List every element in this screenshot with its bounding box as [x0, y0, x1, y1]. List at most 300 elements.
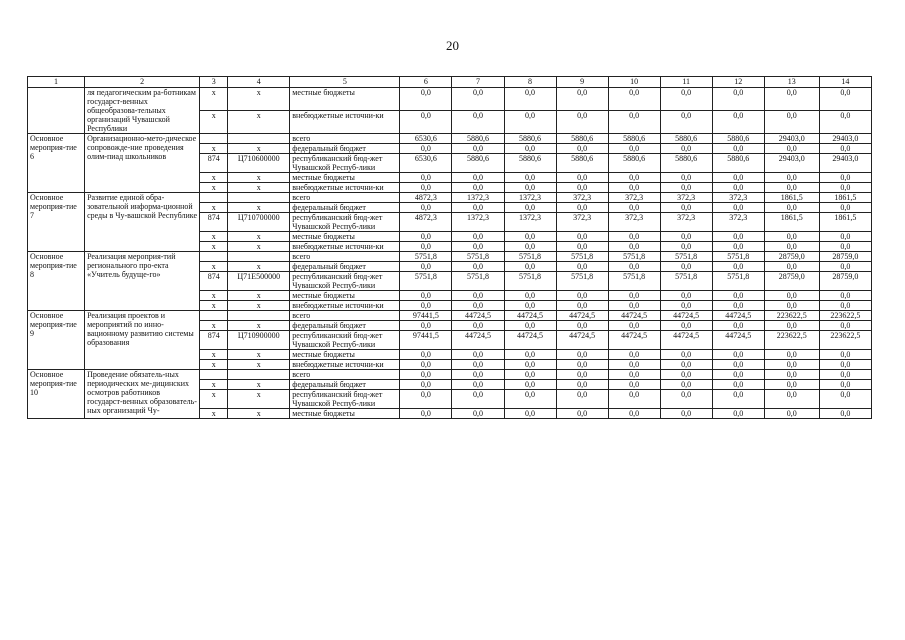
amount-cell: 0,0	[819, 301, 871, 311]
amount-cell: 0,0	[504, 370, 556, 380]
funding-source-cell: всего	[290, 252, 400, 262]
amount-cell: 29403,0	[819, 154, 871, 173]
amount-cell: 372,3	[712, 193, 764, 203]
description-cell: Развитие единой обра-зовательной информа-ционной среды в Чу-вашской Республике	[85, 193, 200, 252]
amount-cell: 0,0	[400, 144, 452, 154]
target-code-cell: х	[228, 183, 290, 193]
target-code-cell	[228, 311, 290, 321]
amount-cell: 0,0	[556, 380, 608, 390]
amount-cell: 0,0	[764, 111, 819, 134]
grbs-cell: х	[200, 301, 228, 311]
amount-cell: 0,0	[504, 380, 556, 390]
amount-cell: 0,0	[556, 301, 608, 311]
amount-cell: 372,3	[556, 213, 608, 232]
amount-cell: 0,0	[400, 173, 452, 183]
grbs-cell: х	[200, 380, 228, 390]
amount-cell: 0,0	[556, 111, 608, 134]
funding-source-cell: местные бюджеты	[290, 350, 400, 360]
amount-cell: 0,0	[819, 144, 871, 154]
grbs-cell: 874	[200, 213, 228, 232]
amount-cell: 5880,6	[712, 154, 764, 173]
amount-cell: 0,0	[819, 291, 871, 301]
amount-cell: 5751,8	[400, 272, 452, 291]
amount-cell: 5880,6	[608, 154, 660, 173]
description-cell: ля педагогическим ра-ботникам государст-венных общеобразова-тельных организаций Чувашской Республики	[85, 88, 200, 134]
amount-cell: 0,0	[556, 88, 608, 111]
amount-cell: 0,0	[400, 203, 452, 213]
amount-cell: 0,0	[660, 370, 712, 380]
funding-source-cell: местные бюджеты	[290, 409, 400, 419]
amount-cell: 5751,8	[608, 272, 660, 291]
column-number: 8	[504, 77, 556, 88]
amount-cell: 0,0	[452, 321, 504, 331]
amount-cell: 0,0	[712, 350, 764, 360]
amount-cell: 0,0	[400, 380, 452, 390]
amount-cell: 5751,8	[400, 252, 452, 262]
amount-cell: 5751,8	[556, 272, 608, 291]
amount-cell: 1372,3	[504, 193, 556, 203]
amount-cell: 0,0	[452, 390, 504, 409]
column-number: 6	[400, 77, 452, 88]
amount-cell: 0,0	[660, 144, 712, 154]
amount-cell: 0,0	[764, 409, 819, 419]
amount-cell: 0,0	[608, 301, 660, 311]
amount-cell: 0,0	[556, 360, 608, 370]
amount-cell: 0,0	[504, 390, 556, 409]
amount-cell: 0,0	[764, 144, 819, 154]
target-code-cell: х	[228, 111, 290, 134]
amount-cell: 0,0	[608, 173, 660, 183]
amount-cell: 0,0	[764, 173, 819, 183]
funding-source-cell: всего	[290, 193, 400, 203]
amount-cell: 29403,0	[764, 154, 819, 173]
target-code-cell: х	[228, 390, 290, 409]
amount-cell: 5880,6	[504, 154, 556, 173]
column-number: 10	[608, 77, 660, 88]
column-number: 5	[290, 77, 400, 88]
funding-source-cell: федеральный бюджет	[290, 321, 400, 331]
amount-cell: 0,0	[764, 390, 819, 409]
amount-cell: 44724,5	[504, 311, 556, 321]
amount-cell: 1861,5	[764, 193, 819, 203]
amount-cell: 4872,3	[400, 193, 452, 203]
page-number: 20	[446, 38, 459, 53]
amount-cell: 44724,5	[556, 311, 608, 321]
amount-cell: 5751,8	[556, 252, 608, 262]
amount-cell: 0,0	[452, 370, 504, 380]
amount-cell: 5751,8	[608, 252, 660, 262]
amount-cell: 5751,8	[452, 252, 504, 262]
amount-cell: 5751,8	[712, 272, 764, 291]
amount-cell: 44724,5	[608, 331, 660, 350]
amount-cell: 0,0	[504, 301, 556, 311]
amount-cell: 0,0	[819, 88, 871, 111]
amount-cell: 5880,6	[556, 134, 608, 144]
amount-cell: 0,0	[608, 360, 660, 370]
amount-cell: 0,0	[764, 88, 819, 111]
amount-cell: 0,0	[819, 111, 871, 134]
amount-cell: 0,0	[504, 321, 556, 331]
funding-source-cell: республиканский бюд-жет Чувашской Респуб-лики	[290, 213, 400, 232]
amount-cell: 0,0	[819, 173, 871, 183]
amount-cell: 0,0	[712, 111, 764, 134]
amount-cell: 0,0	[660, 409, 712, 419]
funding-source-cell: федеральный бюджет	[290, 144, 400, 154]
amount-cell: 0,0	[608, 111, 660, 134]
amount-cell: 0,0	[608, 88, 660, 111]
amount-cell: 0,0	[712, 321, 764, 331]
amount-cell: 0,0	[764, 242, 819, 252]
amount-cell: 5880,6	[452, 134, 504, 144]
amount-cell: 0,0	[452, 203, 504, 213]
target-code-cell: х	[228, 262, 290, 272]
column-number: 9	[556, 77, 608, 88]
amount-cell: 0,0	[819, 360, 871, 370]
grbs-cell: х	[200, 262, 228, 272]
amount-cell: 4872,3	[400, 213, 452, 232]
grbs-cell	[200, 311, 228, 321]
amount-cell: 0,0	[660, 173, 712, 183]
amount-cell: 44724,5	[660, 331, 712, 350]
amount-cell: 28759,0	[764, 252, 819, 262]
grbs-cell	[200, 370, 228, 380]
amount-cell: 0,0	[660, 262, 712, 272]
amount-cell: 0,0	[400, 88, 452, 111]
grbs-cell: х	[200, 203, 228, 213]
column-number: 3	[200, 77, 228, 88]
description-cell: Реализация проектов и мероприятий по инно-вационному развитию системы образования	[85, 311, 200, 370]
amount-cell: 0,0	[400, 390, 452, 409]
target-code-cell: х	[228, 350, 290, 360]
amount-cell: 0,0	[712, 390, 764, 409]
amount-cell: 0,0	[608, 380, 660, 390]
budget-table	[27, 76, 872, 419]
amount-cell: 0,0	[608, 390, 660, 409]
amount-cell: 5880,6	[504, 134, 556, 144]
target-code-cell: х	[228, 232, 290, 242]
amount-cell: 372,3	[712, 213, 764, 232]
amount-cell: 1372,3	[504, 213, 556, 232]
amount-cell: 6530,6	[400, 134, 452, 144]
amount-cell: 0,0	[712, 360, 764, 370]
amount-cell: 29403,0	[764, 134, 819, 144]
amount-cell: 1372,3	[452, 193, 504, 203]
amount-cell: 0,0	[712, 232, 764, 242]
amount-cell: 0,0	[400, 232, 452, 242]
grbs-cell: х	[200, 88, 228, 111]
amount-cell: 0,0	[452, 242, 504, 252]
amount-cell: 44724,5	[608, 311, 660, 321]
funding-source-cell: внебюджетные источни-ки	[290, 360, 400, 370]
amount-cell: 0,0	[504, 144, 556, 154]
amount-cell: 0,0	[819, 350, 871, 360]
amount-cell: 0,0	[608, 291, 660, 301]
event-cell: Основное мероприя-тие 8	[28, 252, 85, 311]
amount-cell: 0,0	[452, 291, 504, 301]
amount-cell: 5880,6	[452, 154, 504, 173]
grbs-cell: 874	[200, 154, 228, 173]
amount-cell: 372,3	[556, 193, 608, 203]
amount-cell: 0,0	[712, 173, 764, 183]
funding-source-cell: республиканский бюд-жет Чувашской Респуб-лики	[290, 331, 400, 350]
amount-cell: 5880,6	[712, 134, 764, 144]
target-code-cell: Ц710700000	[228, 213, 290, 232]
amount-cell: 6530,6	[400, 154, 452, 173]
amount-cell: 5751,8	[660, 252, 712, 262]
column-number: 11	[660, 77, 712, 88]
funding-source-cell: местные бюджеты	[290, 88, 400, 111]
target-code-cell: х	[228, 88, 290, 111]
amount-cell: 0,0	[556, 291, 608, 301]
column-number: 14	[819, 77, 871, 88]
amount-cell: 0,0	[764, 183, 819, 193]
funding-source-cell: внебюджетные источни-ки	[290, 111, 400, 134]
amount-cell: 0,0	[556, 390, 608, 409]
grbs-cell: х	[200, 321, 228, 331]
amount-cell: 372,3	[660, 213, 712, 232]
amount-cell: 0,0	[504, 360, 556, 370]
amount-cell: 44724,5	[556, 331, 608, 350]
amount-cell: 0,0	[452, 173, 504, 183]
amount-cell: 0,0	[400, 262, 452, 272]
amount-cell: 0,0	[712, 291, 764, 301]
table-body	[28, 77, 872, 419]
amount-cell: 44724,5	[712, 311, 764, 321]
amount-cell: 0,0	[819, 390, 871, 409]
amount-cell: 223622,5	[764, 331, 819, 350]
amount-cell: 0,0	[608, 242, 660, 252]
table-row	[28, 193, 872, 203]
amount-cell: 0,0	[556, 321, 608, 331]
column-number-row	[28, 77, 872, 88]
amount-cell: 44724,5	[712, 331, 764, 350]
amount-cell: 0,0	[764, 232, 819, 242]
grbs-cell: х	[200, 183, 228, 193]
grbs-cell: х	[200, 173, 228, 183]
amount-cell: 0,0	[452, 183, 504, 193]
amount-cell: 29403,0	[819, 134, 871, 144]
amount-cell: 44724,5	[660, 311, 712, 321]
grbs-cell	[200, 252, 228, 262]
amount-cell: 0,0	[556, 409, 608, 419]
amount-cell: 0,0	[819, 203, 871, 213]
amount-cell: 0,0	[660, 291, 712, 301]
amount-cell: 223622,5	[819, 311, 871, 321]
target-code-cell	[228, 252, 290, 262]
amount-cell: 0,0	[660, 232, 712, 242]
amount-cell: 372,3	[608, 193, 660, 203]
amount-cell: 0,0	[608, 183, 660, 193]
amount-cell: 0,0	[660, 88, 712, 111]
amount-cell: 0,0	[712, 144, 764, 154]
amount-cell: 1861,5	[764, 213, 819, 232]
amount-cell: 0,0	[819, 380, 871, 390]
amount-cell: 0,0	[452, 301, 504, 311]
target-code-cell: х	[228, 144, 290, 154]
amount-cell: 0,0	[819, 370, 871, 380]
amount-cell: 0,0	[660, 350, 712, 360]
amount-cell: 0,0	[819, 232, 871, 242]
amount-cell: 44724,5	[452, 331, 504, 350]
amount-cell: 0,0	[660, 321, 712, 331]
amount-cell: 223622,5	[764, 311, 819, 321]
amount-cell: 0,0	[400, 242, 452, 252]
amount-cell: 0,0	[556, 370, 608, 380]
amount-cell: 0,0	[504, 88, 556, 111]
amount-cell: 0,0	[452, 111, 504, 134]
target-code-cell: х	[228, 173, 290, 183]
funding-source-cell: республиканский бюд-жет Чувашской Респуб-лики	[290, 390, 400, 409]
amount-cell: 0,0	[452, 409, 504, 419]
amount-cell: 0,0	[819, 409, 871, 419]
amount-cell: 223622,5	[819, 331, 871, 350]
amount-cell: 0,0	[504, 291, 556, 301]
target-code-cell: х	[228, 409, 290, 419]
amount-cell: 0,0	[712, 242, 764, 252]
amount-cell: 0,0	[400, 183, 452, 193]
event-cell: Основное мероприя-тие 9	[28, 311, 85, 370]
target-code-cell: х	[228, 242, 290, 252]
grbs-cell: х	[200, 291, 228, 301]
amount-cell: 0,0	[556, 262, 608, 272]
grbs-cell: 874	[200, 272, 228, 291]
amount-cell: 28759,0	[764, 272, 819, 291]
amount-cell: 0,0	[819, 262, 871, 272]
amount-cell: 0,0	[764, 291, 819, 301]
amount-cell: 0,0	[400, 111, 452, 134]
amount-cell: 0,0	[819, 183, 871, 193]
event-cell: Основное мероприя-тие 10	[28, 370, 85, 419]
amount-cell: 0,0	[660, 360, 712, 370]
amount-cell: 44724,5	[452, 311, 504, 321]
amount-cell: 0,0	[712, 380, 764, 390]
table-row	[28, 134, 872, 144]
funding-source-cell: местные бюджеты	[290, 173, 400, 183]
amount-cell: 0,0	[400, 370, 452, 380]
amount-cell: 0,0	[400, 360, 452, 370]
amount-cell: 0,0	[400, 321, 452, 331]
amount-cell: 28759,0	[819, 272, 871, 291]
grbs-cell: х	[200, 242, 228, 252]
amount-cell: 0,0	[452, 262, 504, 272]
amount-cell: 0,0	[608, 409, 660, 419]
amount-cell: 0,0	[660, 301, 712, 311]
amount-cell: 0,0	[504, 232, 556, 242]
amount-cell: 0,0	[819, 242, 871, 252]
funding-source-cell: внебюджетные источни-ки	[290, 242, 400, 252]
event-cell	[28, 88, 85, 134]
table-row	[28, 370, 872, 380]
amount-cell: 0,0	[712, 262, 764, 272]
grbs-cell: х	[200, 350, 228, 360]
funding-source-cell: внебюджетные источни-ки	[290, 301, 400, 311]
amount-cell: 0,0	[504, 111, 556, 134]
funding-source-cell: всего	[290, 370, 400, 380]
grbs-cell	[200, 134, 228, 144]
description-cell: Проведение обязатель-ных периодических ме-дицинских осмотров работников государст-венных образователь-ных организаций Чу-	[85, 370, 200, 419]
column-number: 7	[452, 77, 504, 88]
amount-cell: 5751,8	[504, 252, 556, 262]
funding-source-cell: федеральный бюджет	[290, 262, 400, 272]
amount-cell: 5751,8	[660, 272, 712, 291]
amount-cell: 0,0	[712, 301, 764, 311]
amount-cell: 0,0	[764, 350, 819, 360]
amount-cell: 0,0	[504, 350, 556, 360]
amount-cell: 0,0	[608, 262, 660, 272]
amount-cell: 5880,6	[660, 154, 712, 173]
grbs-cell: х	[200, 409, 228, 419]
column-number: 2	[85, 77, 200, 88]
table-row	[28, 88, 872, 111]
amount-cell: 5751,8	[712, 252, 764, 262]
description-cell: Реализация мероприя-тий регионального про-екта «Учитель будуще-го»	[85, 252, 200, 311]
amount-cell: 0,0	[660, 183, 712, 193]
target-code-cell	[228, 370, 290, 380]
amount-cell: 0,0	[556, 242, 608, 252]
amount-cell: 44724,5	[504, 331, 556, 350]
target-code-cell: х	[228, 291, 290, 301]
amount-cell: 5880,6	[660, 134, 712, 144]
funding-source-cell: местные бюджеты	[290, 291, 400, 301]
amount-cell: 5880,6	[556, 154, 608, 173]
funding-source-cell: всего	[290, 311, 400, 321]
amount-cell: 0,0	[452, 360, 504, 370]
amount-cell: 0,0	[608, 232, 660, 242]
amount-cell: 0,0	[452, 380, 504, 390]
amount-cell: 0,0	[504, 242, 556, 252]
amount-cell: 0,0	[504, 262, 556, 272]
amount-cell: 0,0	[504, 203, 556, 213]
target-code-cell	[228, 193, 290, 203]
amount-cell: 0,0	[400, 301, 452, 311]
amount-cell: 0,0	[556, 232, 608, 242]
amount-cell: 0,0	[608, 203, 660, 213]
target-code-cell: х	[228, 301, 290, 311]
amount-cell: 0,0	[556, 144, 608, 154]
target-code-cell: Ц71Е500000	[228, 272, 290, 291]
amount-cell: 0,0	[504, 173, 556, 183]
column-number: 13	[764, 77, 819, 88]
amount-cell: 5751,8	[504, 272, 556, 291]
amount-cell: 372,3	[608, 213, 660, 232]
amount-cell: 5751,8	[452, 272, 504, 291]
column-number: 12	[712, 77, 764, 88]
target-code-cell: Ц710900000	[228, 331, 290, 350]
amount-cell: 0,0	[660, 380, 712, 390]
amount-cell: 1861,5	[819, 213, 871, 232]
amount-cell: 0,0	[660, 111, 712, 134]
amount-cell: 5880,6	[608, 134, 660, 144]
grbs-cell: х	[200, 111, 228, 134]
table-row	[28, 311, 872, 321]
amount-cell: 0,0	[712, 183, 764, 193]
amount-cell: 0,0	[504, 409, 556, 419]
amount-cell: 0,0	[452, 88, 504, 111]
grbs-cell: х	[200, 144, 228, 154]
amount-cell: 0,0	[400, 409, 452, 419]
funding-source-cell: республиканский бюд-жет Чувашской Респуб-лики	[290, 272, 400, 291]
amount-cell: 0,0	[608, 321, 660, 331]
amount-cell: 0,0	[400, 350, 452, 360]
grbs-cell	[200, 193, 228, 203]
grbs-cell: х	[200, 232, 228, 242]
amount-cell: 0,0	[608, 144, 660, 154]
grbs-cell: х	[200, 390, 228, 409]
funding-source-cell: федеральный бюджет	[290, 203, 400, 213]
table-row	[28, 252, 872, 262]
description-cell: Организационно-мето-дическое сопровожде-ние проведения олим-пиад школьников	[85, 134, 200, 193]
amount-cell: 0,0	[712, 409, 764, 419]
